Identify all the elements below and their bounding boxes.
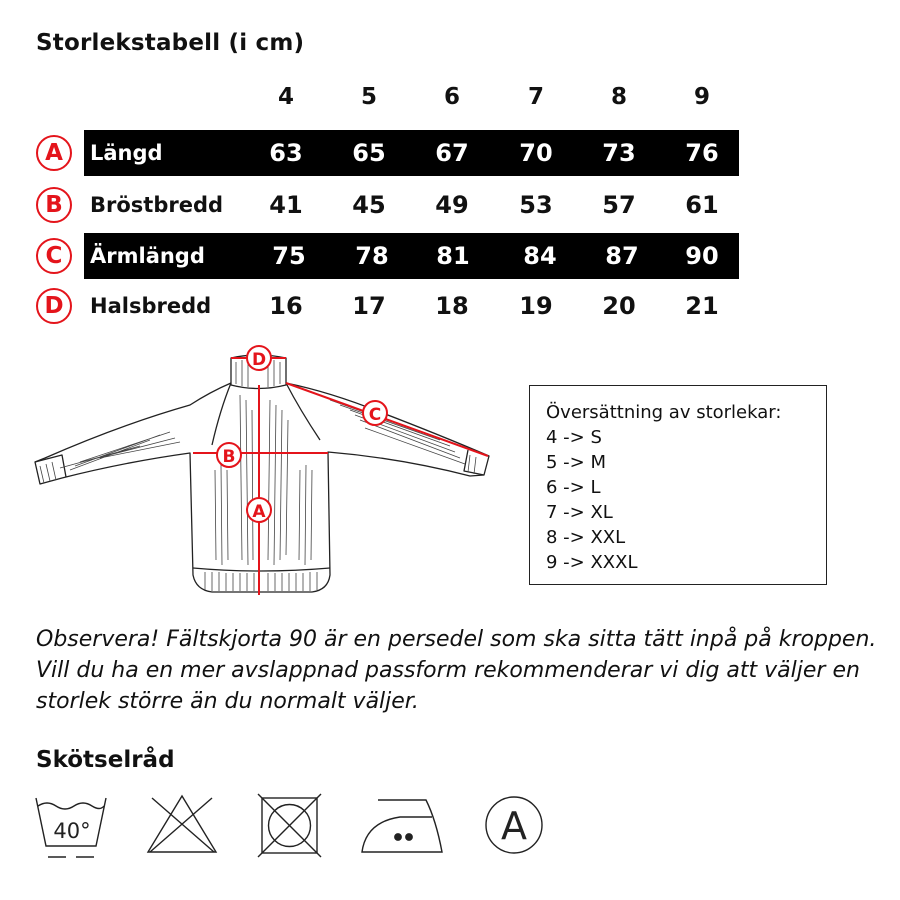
cell-d-8: 20 <box>602 292 636 320</box>
size-header: 6 <box>443 84 460 110</box>
size-header: 7 <box>527 84 544 110</box>
marker-b <box>217 443 241 467</box>
size-header: 8 <box>610 84 627 110</box>
size-header: 5 <box>360 84 377 110</box>
marker-a-label: A <box>252 502 266 522</box>
marker-c-label: C <box>368 405 382 425</box>
cell-b-8: 57 <box>602 191 636 219</box>
jacket-diagram <box>0 330 520 610</box>
cell-c-4: 75 <box>272 242 306 270</box>
cell-b-5: 45 <box>352 191 386 219</box>
row-label-c: Ärmlängd <box>90 244 205 268</box>
dry-clean-letter: A <box>501 804 527 848</box>
row-badge-b: B <box>36 187 72 223</box>
marker-b-label: B <box>222 447 236 467</box>
no-bleach-icon <box>148 796 216 852</box>
cell-d-9: 21 <box>685 292 719 320</box>
cell-a-6: 67 <box>435 139 469 167</box>
cell-b-7: 53 <box>519 191 553 219</box>
marker-c <box>363 401 387 425</box>
cell-a-9: 76 <box>685 139 719 167</box>
marker-d-label: D <box>251 350 267 370</box>
cell-c-7: 84 <box>523 242 557 270</box>
translation-item: 8 -> XXL <box>546 527 626 548</box>
cell-a-7: 70 <box>519 139 553 167</box>
cell-d-4: 16 <box>269 292 303 320</box>
measure-lines <box>193 358 488 595</box>
cell-d-5: 17 <box>352 292 386 320</box>
iron-two-dots-icon <box>362 800 442 852</box>
row-badge-c: C <box>36 238 72 274</box>
translation-title: Översättning av storlekar: <box>546 402 782 423</box>
cell-c-8: 87 <box>605 242 639 270</box>
care-icons <box>30 790 570 870</box>
no-tumble-dry-icon <box>258 794 321 857</box>
dry-clean-a-icon <box>486 797 542 853</box>
translation-item: 5 -> M <box>546 452 607 473</box>
cell-c-6: 81 <box>436 242 470 270</box>
wash-temp-label: 40° <box>53 819 91 843</box>
marker-d <box>247 346 271 370</box>
cell-b-6: 49 <box>435 191 469 219</box>
cell-a-4: 63 <box>269 139 303 167</box>
cell-c-5: 78 <box>355 242 389 270</box>
translation-item: 6 -> L <box>546 477 601 498</box>
cell-c-9: 90 <box>685 242 719 270</box>
page-title: Storlekstabell (i cm) <box>36 30 305 56</box>
cell-b-9: 61 <box>685 191 719 219</box>
wash-40-icon <box>36 798 106 857</box>
row-badge-d: D <box>36 288 72 324</box>
translation-item: 4 -> S <box>546 427 602 448</box>
size-header: 4 <box>277 84 294 110</box>
row-label-d: Halsbredd <box>90 294 212 318</box>
care-title: Skötselråd <box>36 747 175 773</box>
cell-d-7: 19 <box>519 292 553 320</box>
measure-line-c <box>286 383 488 456</box>
diagram-markers <box>217 346 387 522</box>
fit-note: Observera! Fältskjorta 90 är en persedel som ska sitta tätt inpå på kroppen. Vill du ha en mer avslappnad passform rekommenderar vi dig att väljer en storlek större än du normalt väljer. <box>36 627 877 714</box>
translation-item: 7 -> XL <box>546 502 613 523</box>
cell-a-8: 73 <box>602 139 636 167</box>
cell-d-6: 18 <box>435 292 469 320</box>
row-label-a: Längd <box>90 141 163 165</box>
translation-item: 9 -> XXXL <box>546 552 638 573</box>
row-label-b: Bröstbredd <box>90 193 224 217</box>
size-header: 9 <box>693 84 710 110</box>
jacket-outline-icon <box>35 355 489 592</box>
marker-a <box>247 498 271 522</box>
size-translation-box <box>529 385 827 585</box>
row-badge-a: A <box>36 135 72 171</box>
cell-a-5: 65 <box>352 139 386 167</box>
cell-b-4: 41 <box>269 191 303 219</box>
